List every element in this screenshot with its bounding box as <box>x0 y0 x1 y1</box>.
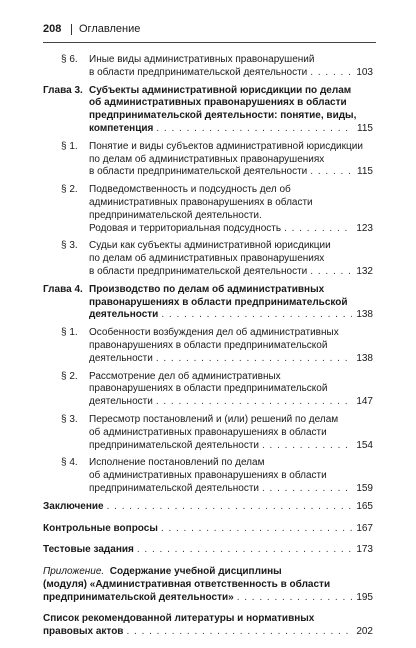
toc-entry-line <box>89 371 373 384</box>
toc-entry-text: деятельности <box>89 396 153 408</box>
toc-entry-text: Исполнение постановлений по делам <box>89 457 265 469</box>
toc-entry <box>43 544 373 557</box>
toc-entry-text: Тестовые задания <box>43 544 134 556</box>
toc-entry-prefix: Приложение. <box>43 566 105 578</box>
toc-entry-text: правовых актов <box>43 626 124 638</box>
toc-entry-text: административных правонарушениях в области <box>89 196 313 208</box>
page-header <box>43 23 376 41</box>
toc-entry-line <box>89 327 373 340</box>
toc-entry <box>43 414 373 452</box>
toc-entry <box>43 371 373 409</box>
toc-page-number: 165 <box>356 500 373 512</box>
toc-entry-line <box>89 85 373 98</box>
toc-entry-line <box>89 184 373 197</box>
toc-page-number: 103 <box>356 66 373 78</box>
toc-entry-line <box>43 566 373 579</box>
toc-entry-line <box>89 210 373 223</box>
toc-entry-text: деятельности <box>89 352 153 364</box>
toc-page-number: 115 <box>357 122 373 134</box>
dot-leader <box>156 123 352 136</box>
toc-entry-line <box>43 501 373 514</box>
toc-entry <box>43 327 373 365</box>
toc-page-number: 147 <box>356 396 373 408</box>
toc-entry <box>43 85 373 136</box>
dot-leader <box>262 440 352 453</box>
dot-leader <box>310 67 352 80</box>
toc-entry-line <box>89 340 373 353</box>
toc-entry-line <box>89 253 373 266</box>
toc-entry-label: § 3. <box>61 413 78 425</box>
toc-entry-line <box>89 223 373 236</box>
toc-entry-line <box>89 54 373 67</box>
toc-entry-text: компетенция <box>89 122 154 134</box>
toc-entry <box>43 566 373 604</box>
dot-leader <box>156 396 352 409</box>
header-rule <box>43 42 376 43</box>
toc-entry-text: Понятие и виды субъектов административной юрисдикции <box>89 140 363 152</box>
toc-page-number: 138 <box>356 309 373 321</box>
dot-leader <box>161 523 352 536</box>
toc-entry-text: Производство по делам об административных <box>89 283 325 295</box>
dot-leader <box>156 353 352 366</box>
dot-leader <box>262 483 352 496</box>
toc-entry-text: предпринимательской деятельности. <box>89 209 262 221</box>
toc-entry-text: об административных правонарушениях в области <box>89 470 327 482</box>
toc-entry-text: в области предпринимательской деятельности <box>89 66 308 78</box>
toc-entry-label: Глава 3. <box>43 84 83 96</box>
toc-entry-line <box>89 240 373 253</box>
toc-entry-line <box>89 67 373 80</box>
toc-entry-line <box>89 197 373 210</box>
toc-entry-line <box>43 626 373 639</box>
toc-entry-text: Субъекты административной юрисдикции по делам <box>89 84 352 96</box>
page-number: 208 <box>43 23 62 35</box>
toc-entry-text: предпринимательской деятельности <box>89 439 259 451</box>
toc-entry <box>43 54 373 80</box>
toc-entry <box>43 457 373 495</box>
toc-entry-line <box>89 97 373 110</box>
toc-entry-text: деятельности <box>89 309 159 321</box>
toc-entry-line <box>89 297 373 310</box>
toc-entry-line <box>89 154 373 167</box>
toc-entry-label: § 2. <box>61 184 78 196</box>
toc-entry-text: Судьи как субъекты административной юрисдикции <box>89 240 331 252</box>
toc-entry-text: Контрольные вопросы <box>43 522 158 534</box>
dot-leader <box>126 626 352 639</box>
toc-entry-label: § 2. <box>61 370 78 382</box>
dot-leader <box>137 544 352 557</box>
toc-entry-text: Иные виды административных правонарушений <box>89 54 315 65</box>
toc-entry-line <box>89 141 373 154</box>
toc-entry-text: об административных правонарушениях в области <box>89 97 347 109</box>
toc-entry-line <box>89 383 373 396</box>
toc-entry-line <box>89 427 373 440</box>
toc-entry-text: правонарушениях в области предпринимательской <box>89 383 328 395</box>
toc-entry-text: предпринимательской деятельности: понятие, виды, <box>89 110 357 122</box>
dot-leader <box>310 266 352 279</box>
toc-page-number: 132 <box>356 265 373 277</box>
toc-entry <box>43 613 373 639</box>
toc-entry-text: по делам об административных правонарушениях <box>89 253 325 265</box>
toc-page-number: 167 <box>356 522 373 534</box>
running-title: Оглавление <box>79 23 141 35</box>
toc-entry-text: Родовая и территориальная подсудность <box>89 222 282 234</box>
dot-leader <box>161 309 352 322</box>
toc-entry-line <box>89 166 373 179</box>
toc-entry-line <box>89 470 373 483</box>
toc-entry-line <box>43 579 373 592</box>
toc-entry-text: в области предпринимательской деятельности <box>89 265 308 277</box>
toc-entry-line <box>89 309 373 322</box>
toc-page-number: 154 <box>356 439 373 451</box>
toc-page-number: 115 <box>357 166 373 178</box>
toc-entry-line <box>43 592 373 605</box>
toc-entry-line <box>43 544 373 557</box>
toc-page-number: 195 <box>356 591 373 603</box>
toc-entry-text: (модуля) «Административная ответственность в области <box>43 578 331 590</box>
toc-entry <box>43 523 373 536</box>
toc-entry-line <box>89 110 373 123</box>
toc-page-number: 138 <box>356 352 373 364</box>
toc-entry <box>43 284 373 322</box>
toc-entry-label: § 4. <box>61 457 78 469</box>
toc-entry-text: правонарушениях в области предпринимательской <box>89 339 328 351</box>
toc-entry-text: Особенности возбуждения дел об административных <box>89 327 339 339</box>
toc-entry-line <box>89 457 373 470</box>
toc-entry-line <box>89 414 373 427</box>
dot-leader <box>237 592 352 605</box>
dot-leader <box>310 166 352 179</box>
toc-page-number: 202 <box>356 626 373 638</box>
toc-entry <box>43 501 373 514</box>
toc-entry-text: по делам об административных правонарушениях <box>89 153 325 165</box>
toc-entry-line <box>89 266 373 279</box>
toc-entry-line <box>89 483 373 496</box>
dot-leader <box>107 501 352 514</box>
toc-entry-text: Рассмотрение дел об административных <box>89 370 281 382</box>
toc-entry-line <box>89 123 373 136</box>
toc-entry-label: Глава 4. <box>43 283 83 295</box>
toc-entry-line <box>89 440 373 453</box>
toc-entry-label: § 1. <box>61 140 78 152</box>
toc-entry-line <box>43 523 373 536</box>
dot-leader <box>284 223 352 236</box>
toc-entry-line <box>89 284 373 297</box>
toc-entry-text: Пересмотр постановлений и (или) решений по делам <box>89 413 339 425</box>
toc-entry-text: правонарушениях в области предпринимательской <box>89 296 348 308</box>
toc-entry-text: Содержание учебной дисциплины <box>109 566 282 578</box>
toc-page-number: 159 <box>356 482 373 494</box>
toc-entry-label: § 1. <box>61 327 78 339</box>
toc-entry-label: § 3. <box>61 240 78 252</box>
table-of-contents <box>43 54 373 648</box>
toc-entry-text: предпринимательской деятельности <box>89 482 259 494</box>
toc-page-number: 123 <box>356 222 373 234</box>
toc-entry-text: об административных правонарушениях в области <box>89 426 327 438</box>
toc-entry-text: Заключение <box>43 500 104 512</box>
toc-entry-text: в области предпринимательской деятельности <box>89 166 308 178</box>
toc-page-number: 173 <box>356 544 373 556</box>
toc-entry <box>43 240 373 278</box>
toc-entry-label: § 6. <box>61 54 78 65</box>
toc-entry-text: предпринимательской деятельности» <box>43 591 234 603</box>
toc-entry-line <box>89 353 373 366</box>
toc-entry <box>43 141 373 179</box>
toc-entry-line <box>43 613 373 626</box>
toc-entry-text: Подведомственность и подсудность дел об <box>89 184 291 196</box>
toc-entry-line <box>89 396 373 409</box>
header-divider <box>71 24 72 35</box>
toc-entry <box>43 184 373 235</box>
toc-entry-text: Список рекомендованной литературы и нормативных <box>43 613 315 625</box>
